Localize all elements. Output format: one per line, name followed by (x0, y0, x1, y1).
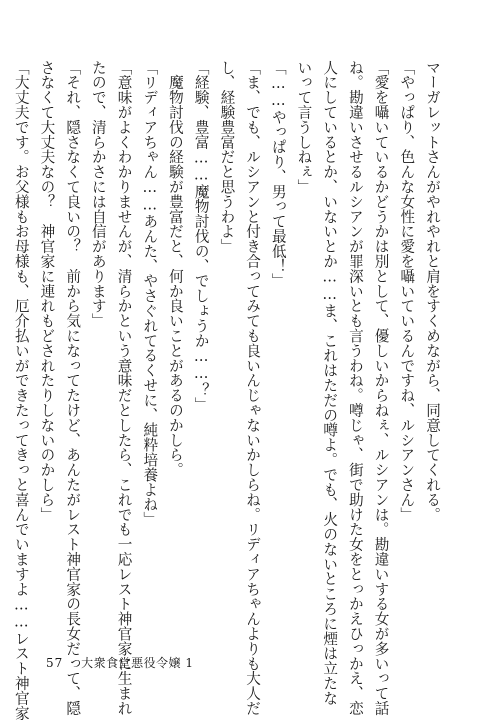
text-line: 「……やっぱり、男って最低！」 (269, 60, 287, 289)
text-line: ね。勘違いさせるルシアンが罪深いとも言うわね。噂じゃ、街で助けた女をとっかえひっかえ、恋 (346, 60, 364, 716)
text-line: マーガレットさんがやれやれと肩をすくめながら、同意してくれる。 (424, 60, 441, 522)
text-line: 「意味がよくわかりませんが、清らかという意味だとしたら、これでも一応レスト神官家に生まれ (115, 60, 133, 716)
book-title: 大衆食堂悪役令嬢 1 (81, 656, 194, 670)
page-number: 57 (46, 656, 64, 670)
text-line: 人にしているとか、いないとか……ま、これはただの噂よ。でも、火のないところに煙は立たな (321, 60, 339, 706)
text-line: いって言うしねぇ」 (295, 60, 313, 195)
text-line: 「ま、でも、ルシアンと付き合ってみても良いんじゃないかしらね。リディアちゃんよりも大人だ (244, 60, 262, 716)
text-line: 「リディアちゃん……あんた、やさぐれてるくせに、純粋培養よね」 (141, 60, 159, 527)
text-line: 「経験、豊富……魔物討伐の、でしょうか……？」 (192, 60, 210, 413)
text-line: 「それ、隠さなくて良いの？ 前から気になってたけど、あんたがレスト神官家の長女だって、隠 (64, 60, 82, 716)
text-line: 「やっぱり、色んな女性に愛を囁いているんですね、ルシアンさん」 (398, 60, 416, 522)
text-line: さなくて大丈夫なの？ 神官家に連れもどされたりしないのかしら」 (38, 60, 56, 522)
page-footer (46, 654, 194, 671)
text-line: 「大丈夫です。お父様もお母様も、厄介払いができたってきっと喜んでいますよ……レスト神官家 (12, 60, 30, 720)
text-line: たので、清らかさには自信があります」 (89, 60, 107, 329)
text-line: 「愛を囁いているかどうかは別として、優しいからねぇ、ルシアンは。勘違いする女が多いって話 (372, 60, 390, 716)
text-line: し、経験豊富だと思うわよ」 (218, 60, 236, 254)
text-line: 魔物討伐の経験が豊富だと、何か良いことがあるのかしら。 (166, 60, 184, 478)
